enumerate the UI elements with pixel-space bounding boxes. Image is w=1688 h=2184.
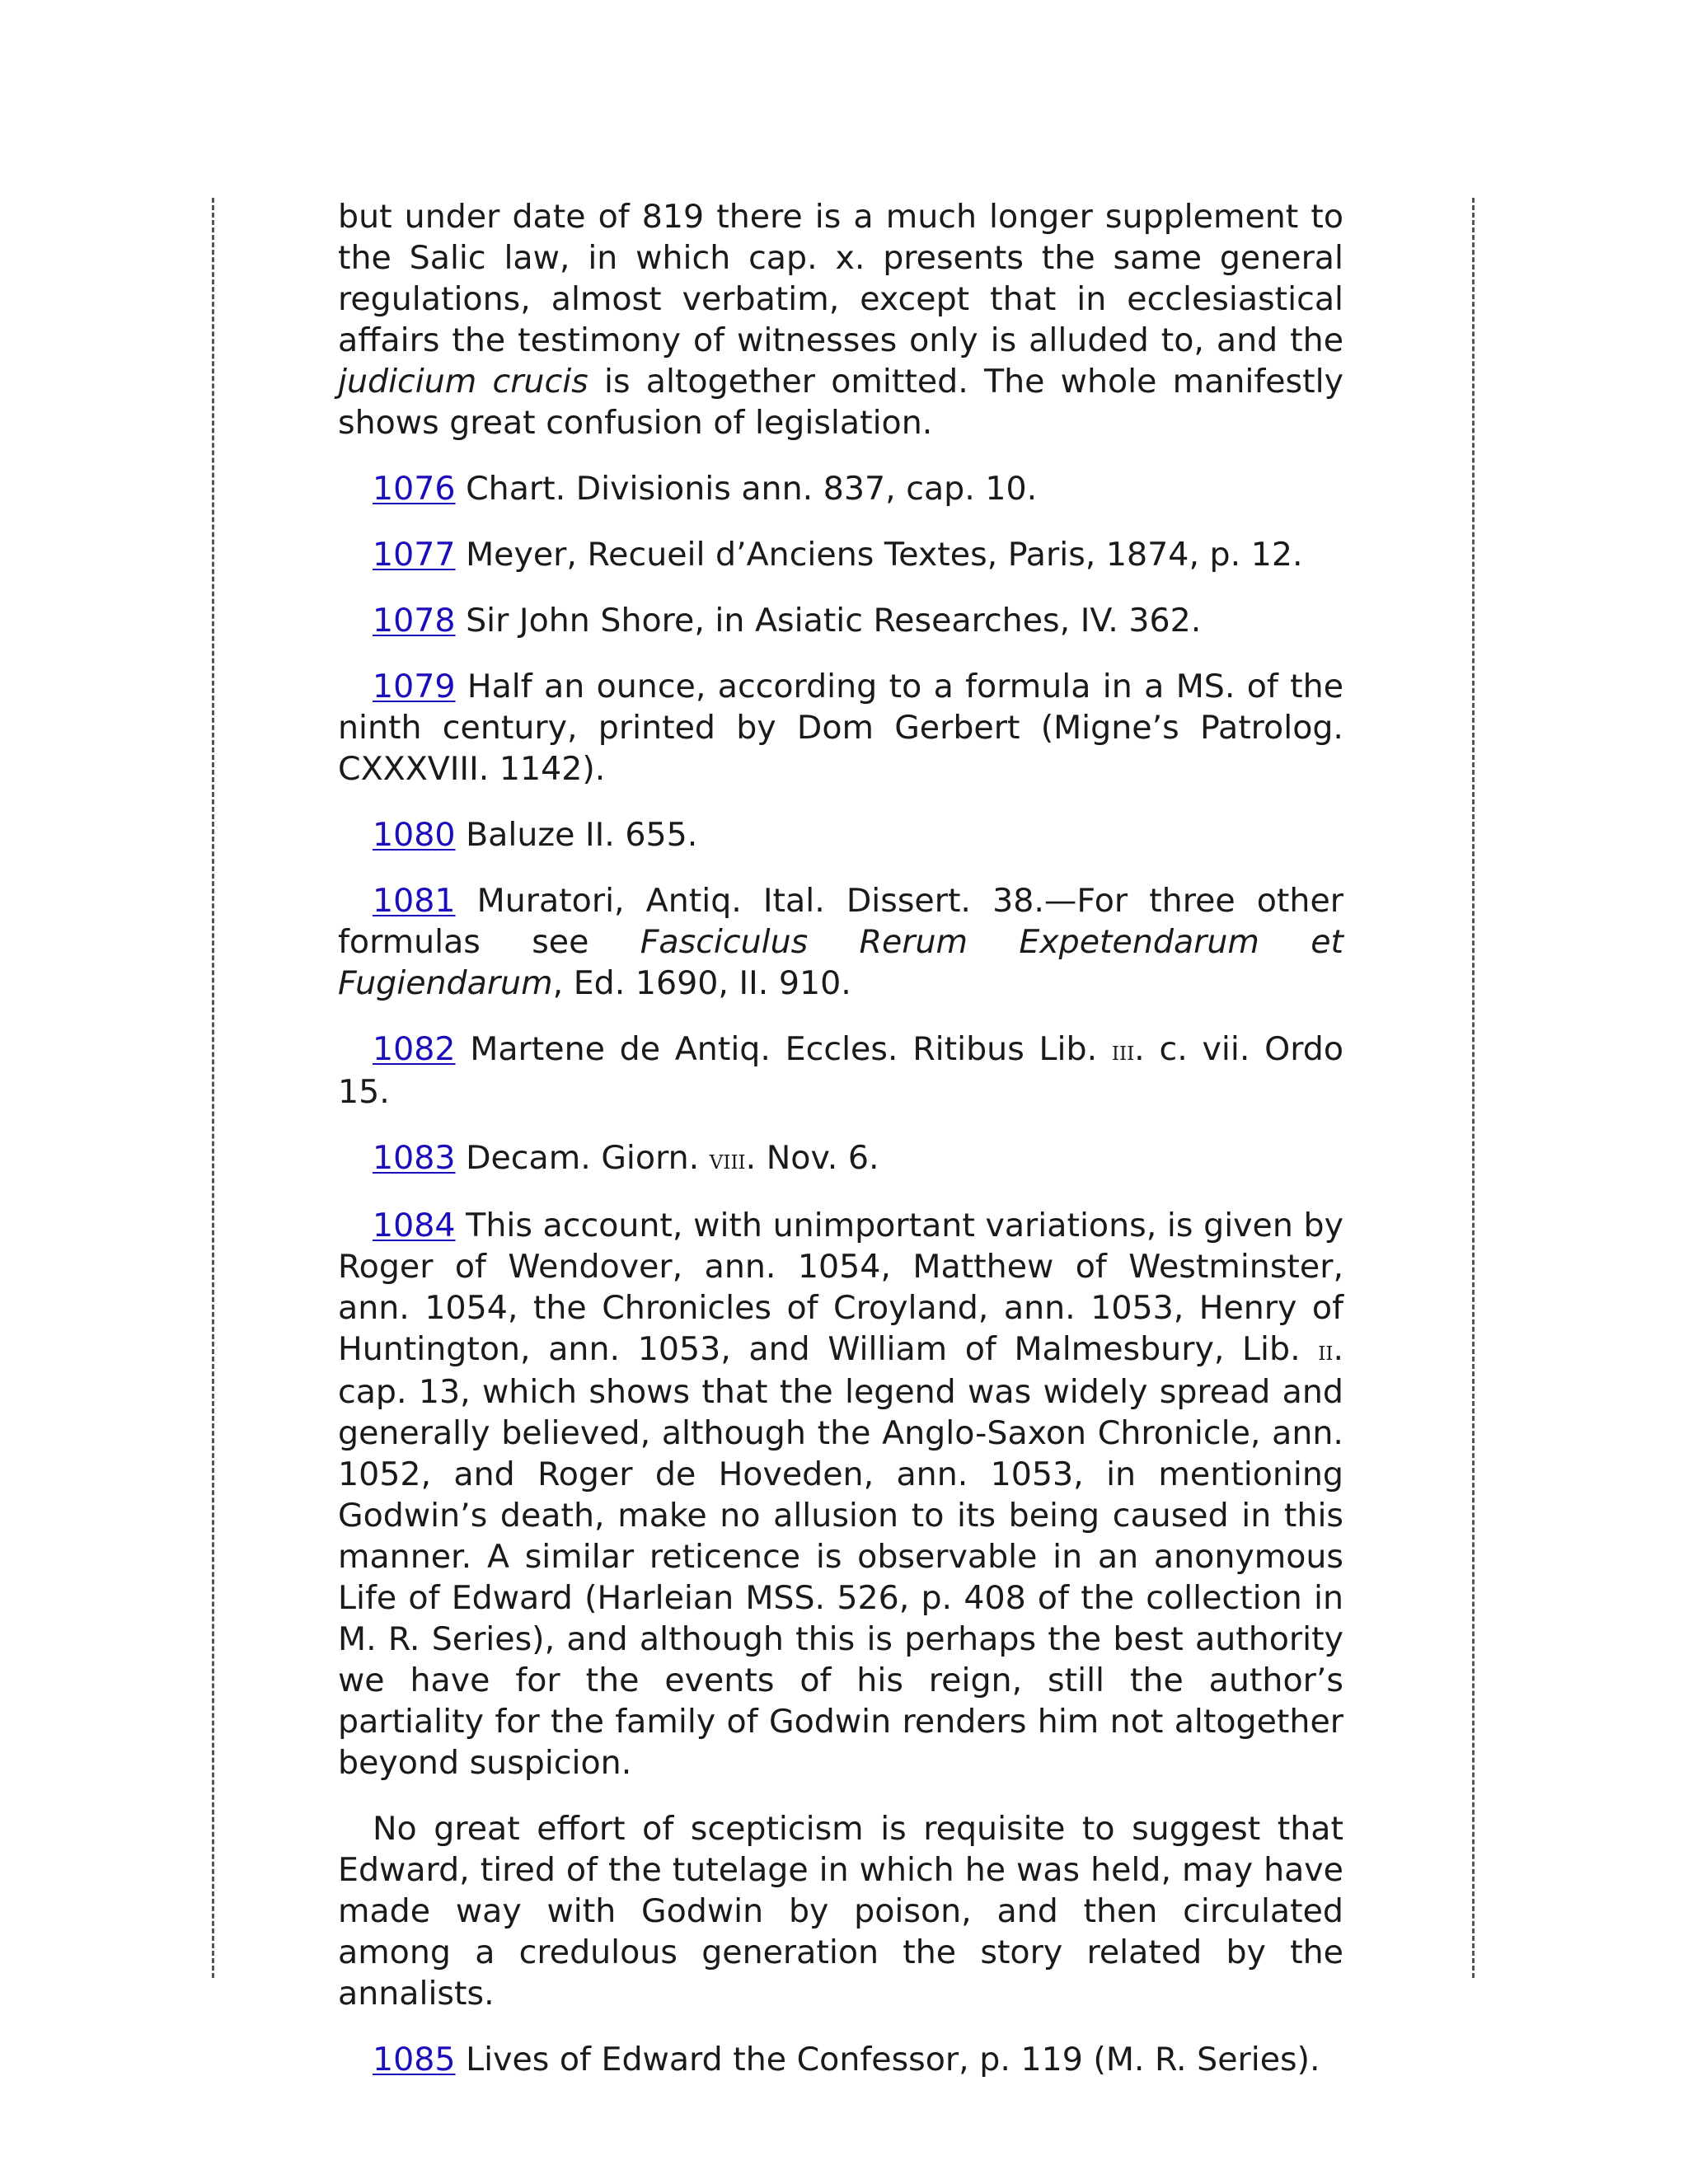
continued-paragraph xyxy=(338,196,1343,443)
italic-text: judicium crucis xyxy=(338,363,588,401)
body-paragraph xyxy=(338,1808,1343,2014)
text-run: Sir John Shore, in Asiatic Researches, IV. 362. xyxy=(455,602,1202,640)
footnote-1082 xyxy=(338,1029,1343,1113)
footnote-1078 xyxy=(338,600,1343,641)
text-run: Decam. Giorn. xyxy=(455,1139,710,1177)
text-run: Lives of Edward the Confessor, p. 119 (M. R. Series). xyxy=(455,2041,1320,2079)
footnote-1077 xyxy=(338,534,1343,575)
text-run: This account, with unimportant variations, is given by Roger of Wendover, ann. 1054, Matthew of Westminster, ann. 1054, the Chronicles of Croyland, ann. 1053, Henry of Huntington, ann. 1053, and William of Malmesbury, Lib. xyxy=(338,1207,1343,1368)
footnote-ref-link[interactable]: 1084 xyxy=(373,1207,456,1244)
footnote-1085 xyxy=(338,2039,1343,2080)
footnote-1083 xyxy=(338,1137,1343,1180)
footnote-ref-link[interactable]: 1078 xyxy=(373,602,456,640)
text-run: Chart. Divisionis ann. 837, cap. 10. xyxy=(455,470,1038,508)
footnote-ref-link[interactable]: 1077 xyxy=(373,536,456,574)
text-run: is altogether omitted. The whole manifestly shows great confusion of legislation. xyxy=(338,363,1343,442)
text-run: . cap. 13, which shows that the legend was widely spread and generally believed, although the Anglo-Saxon Chronicle, ann. 1052, and Roger de Hoveden, ann. 1053, in mentioning Godwin’s death, make no allusion to its being caused in this manner. A similar reticence is observable in an anonymous Life of Edward (Harleian MSS. 526, p. 408 of the collection in M. R. Series), and although this is perhaps the best authority we have for the events of his reign, still the author’s partiality for the family of Godwin renders him not altogether beyond suspicion. xyxy=(338,1330,1343,1782)
right-page-border xyxy=(1472,198,1475,1978)
footnote-1080 xyxy=(338,814,1343,855)
footnote-ref-link[interactable]: 1076 xyxy=(373,470,456,508)
text-run: Meyer, Recueil d’Anciens Textes, Paris, 1874, p. 12. xyxy=(455,536,1303,574)
small-caps-numeral: iii xyxy=(1111,1035,1135,1066)
footnote-ref-link[interactable]: 1085 xyxy=(373,2041,456,2079)
text-run: Half an ounce, according to a formula in a MS. of the ninth century, printed by Dom Gerbert (Migne’s Patrolog. CXXXVIII. 1142). xyxy=(338,668,1343,788)
text-run: No great effort of scepticism is requisite to suggest that Edward, tired of the tutelage in which he was held, may have made way with Godwin by poison, and then circulated among a credulous generation the story related by the annalists. xyxy=(338,1810,1343,2013)
text-run: but under date of 819 there is a much longer supplement to the Salic law, in which cap. x. presents the same general regulations, almost verbatim, except that in ecclesiastical affairs the testimony of witnesses only is alluded to, and the xyxy=(338,198,1343,359)
text-run: , Ed. 1690, II. 910. xyxy=(552,964,851,1002)
footnote-1076 xyxy=(338,468,1343,509)
footnotes-page xyxy=(338,196,1343,2105)
italic-text: Fasciculus Rerum Expetendarum et Fugiendarum xyxy=(338,923,1343,1002)
text-run: Baluze II. 655. xyxy=(455,816,698,854)
footnote-ref-link[interactable]: 1083 xyxy=(373,1139,456,1177)
footnote-ref-link[interactable]: 1080 xyxy=(373,816,456,854)
small-caps-numeral: viii xyxy=(709,1144,746,1175)
footnote-1081 xyxy=(338,880,1343,1004)
footnote-1084 xyxy=(338,1205,1343,1783)
footnote-1079 xyxy=(338,666,1343,790)
text-run: . Nov. 6. xyxy=(745,1139,879,1177)
footnote-ref-link[interactable]: 1079 xyxy=(373,668,456,705)
left-page-border xyxy=(212,198,214,1978)
footnote-ref-link[interactable]: 1082 xyxy=(373,1030,456,1068)
text-run: Martene de Antiq. Eccles. Ritibus Lib. xyxy=(455,1030,1112,1068)
small-caps-numeral: ii xyxy=(1318,1335,1334,1366)
footnote-ref-link[interactable]: 1081 xyxy=(373,882,456,920)
text-run: . c. vii. Ordo 15. xyxy=(338,1030,1343,1111)
text-run: Muratori, Antiq. Ital. Dissert. 38.—For three other formulas see xyxy=(338,882,1343,961)
